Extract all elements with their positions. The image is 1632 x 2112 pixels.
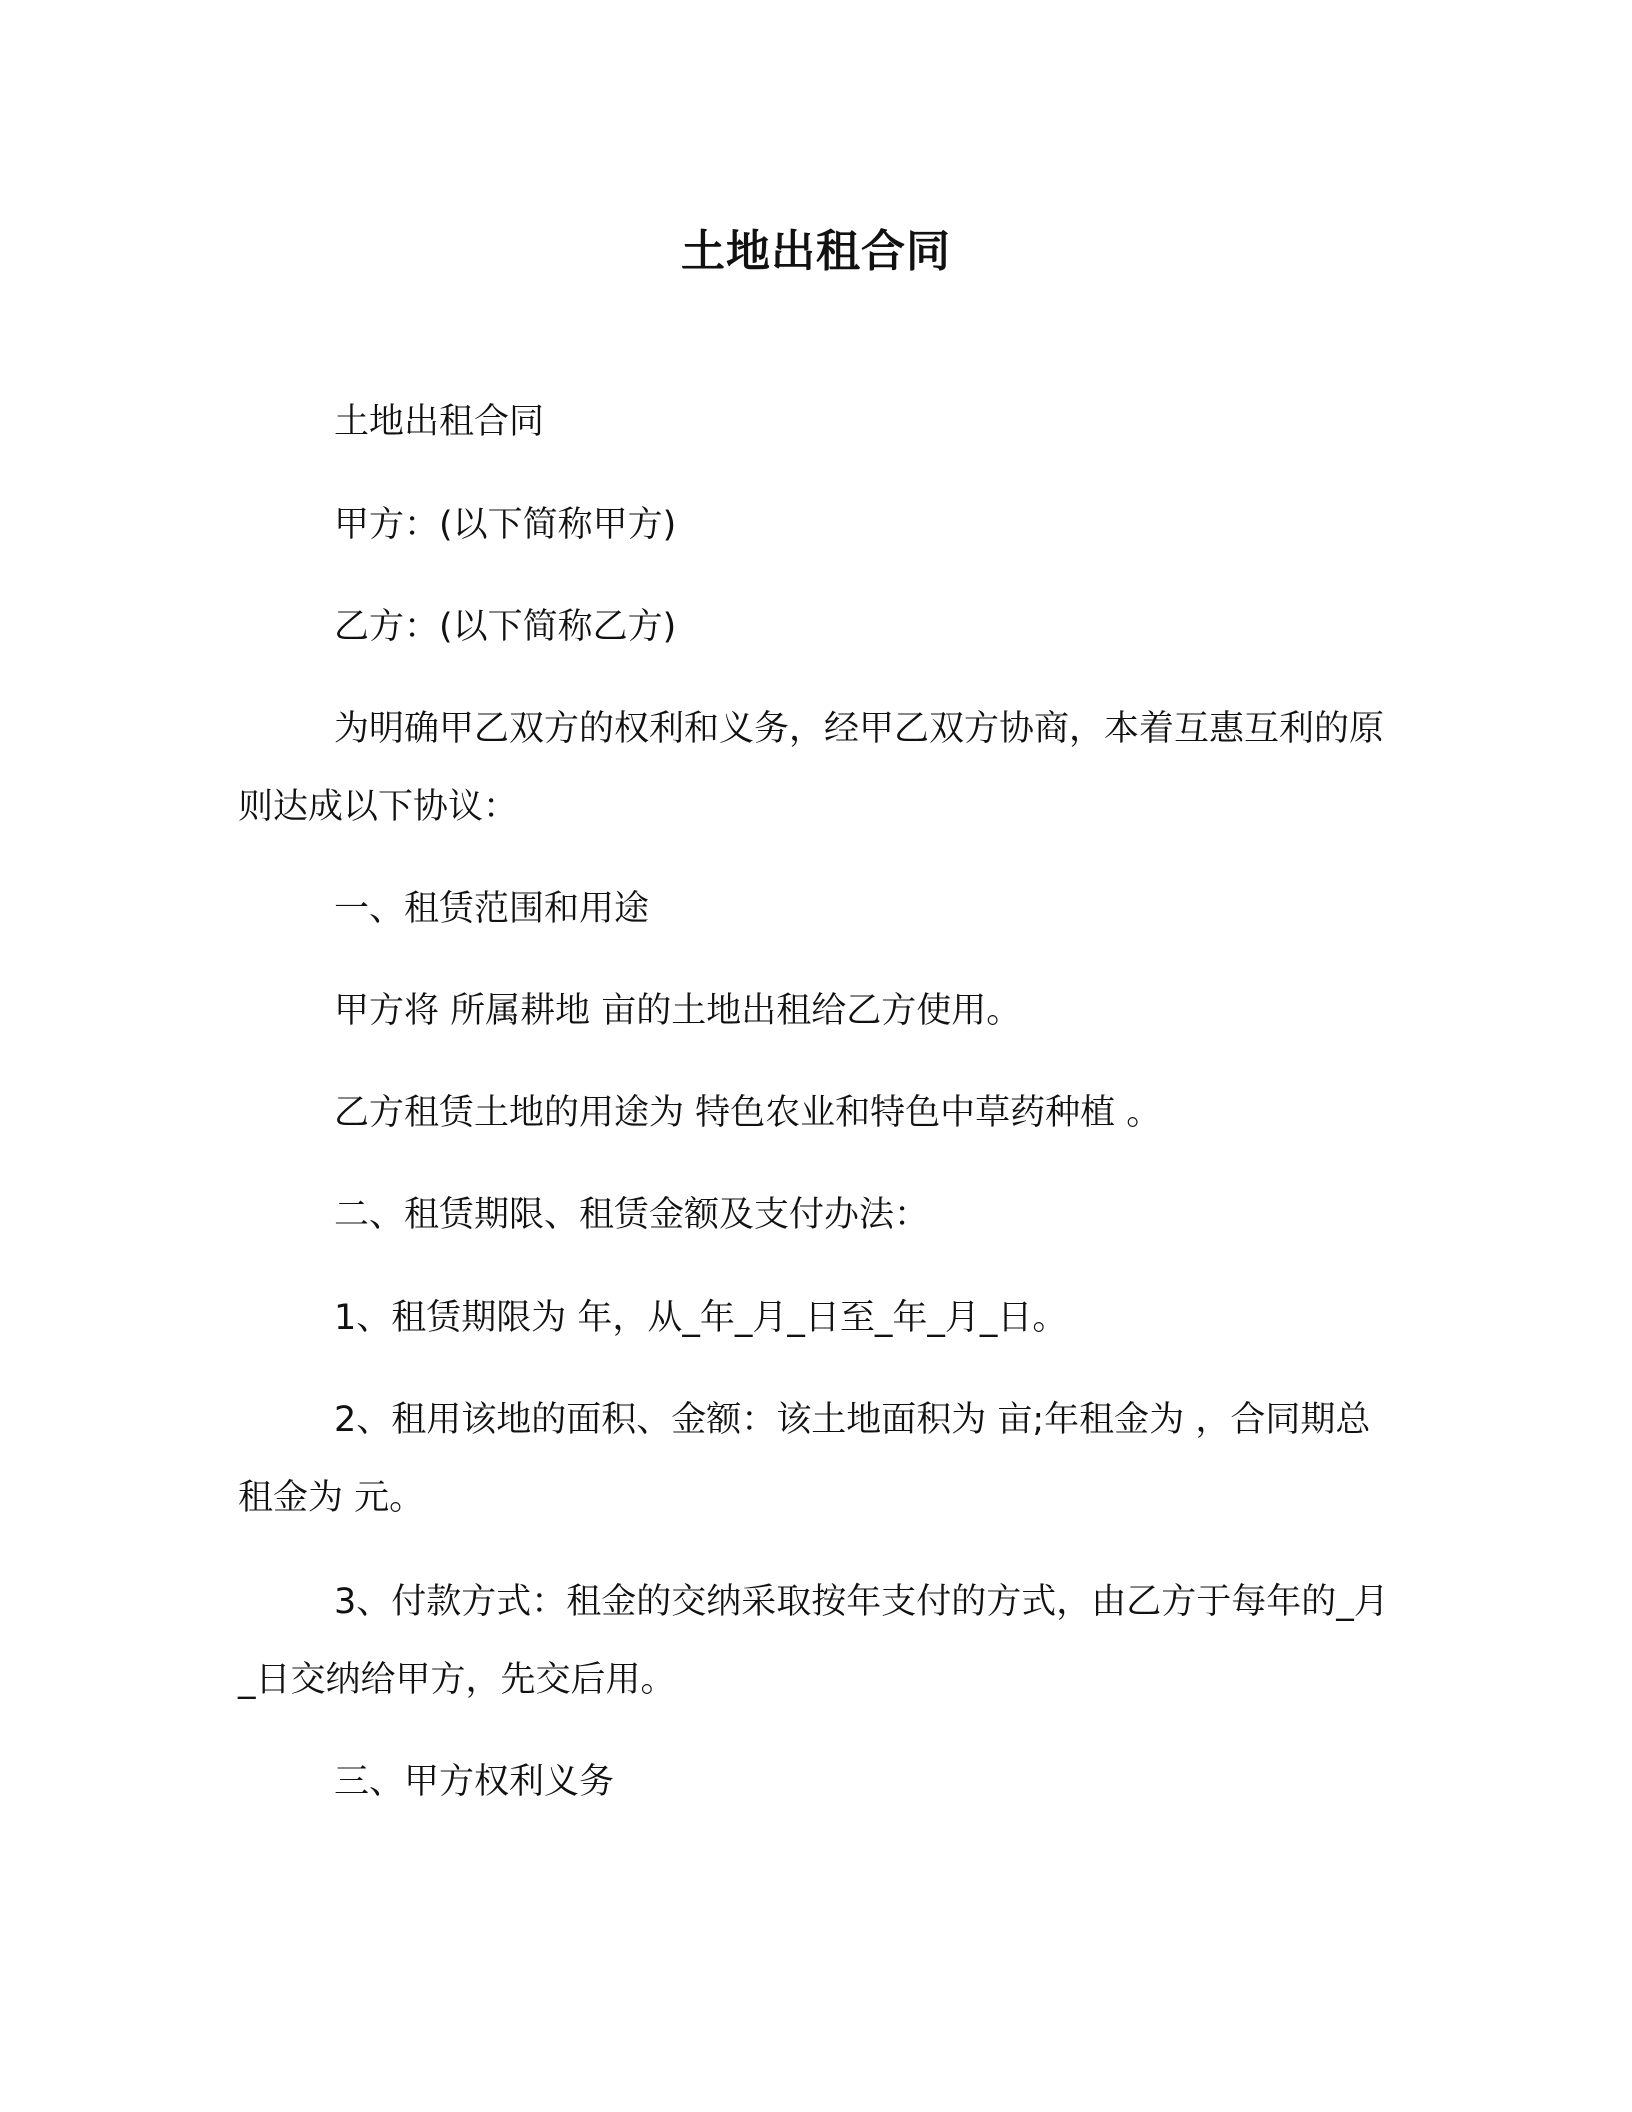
lease-purpose-paragraph: 乙方租赁土地的用途为 特色农业和特色中草药种植 。 xyxy=(334,1093,1162,1133)
section-heading-1: 一、租赁范围和用途 xyxy=(334,889,650,929)
section-heading-2: 二、租赁期限、租赁金额及支付办法： xyxy=(334,1195,930,1235)
lease-amount-paragraph: 2、租用该地的面积、金额：该土地面积为 亩;年租金为 ，合同期总租金为 元。 xyxy=(238,1400,1371,1518)
section-heading-3: 三、甲方权利义务 xyxy=(334,1762,615,1802)
preamble-paragraph: 为明确甲乙双方的权利和义务，经甲乙双方协商，本着互惠互利的原则达成以下协议： xyxy=(238,709,1385,827)
party-b-line: 乙方：(以下简称乙方) xyxy=(334,607,677,647)
lease-scope-paragraph: 甲方将 所属耕地 亩的土地出租给乙方使用。 xyxy=(334,991,1022,1031)
subtitle-paragraph: 土地出租合同 xyxy=(334,402,545,442)
party-a-line: 甲方：(以下简称甲方) xyxy=(334,505,677,545)
lease-term-paragraph: 1、租赁期限为 年，从_年_月_日至_年_月_日。 xyxy=(334,1298,1068,1338)
document-title: 土地出租合同 xyxy=(681,226,951,277)
payment-method-paragraph: 3、付款方式：租金的交纳采取按年支付的方式，由乙方于每年的_月_日交纳给甲方，先交后用。 xyxy=(238,1582,1389,1700)
